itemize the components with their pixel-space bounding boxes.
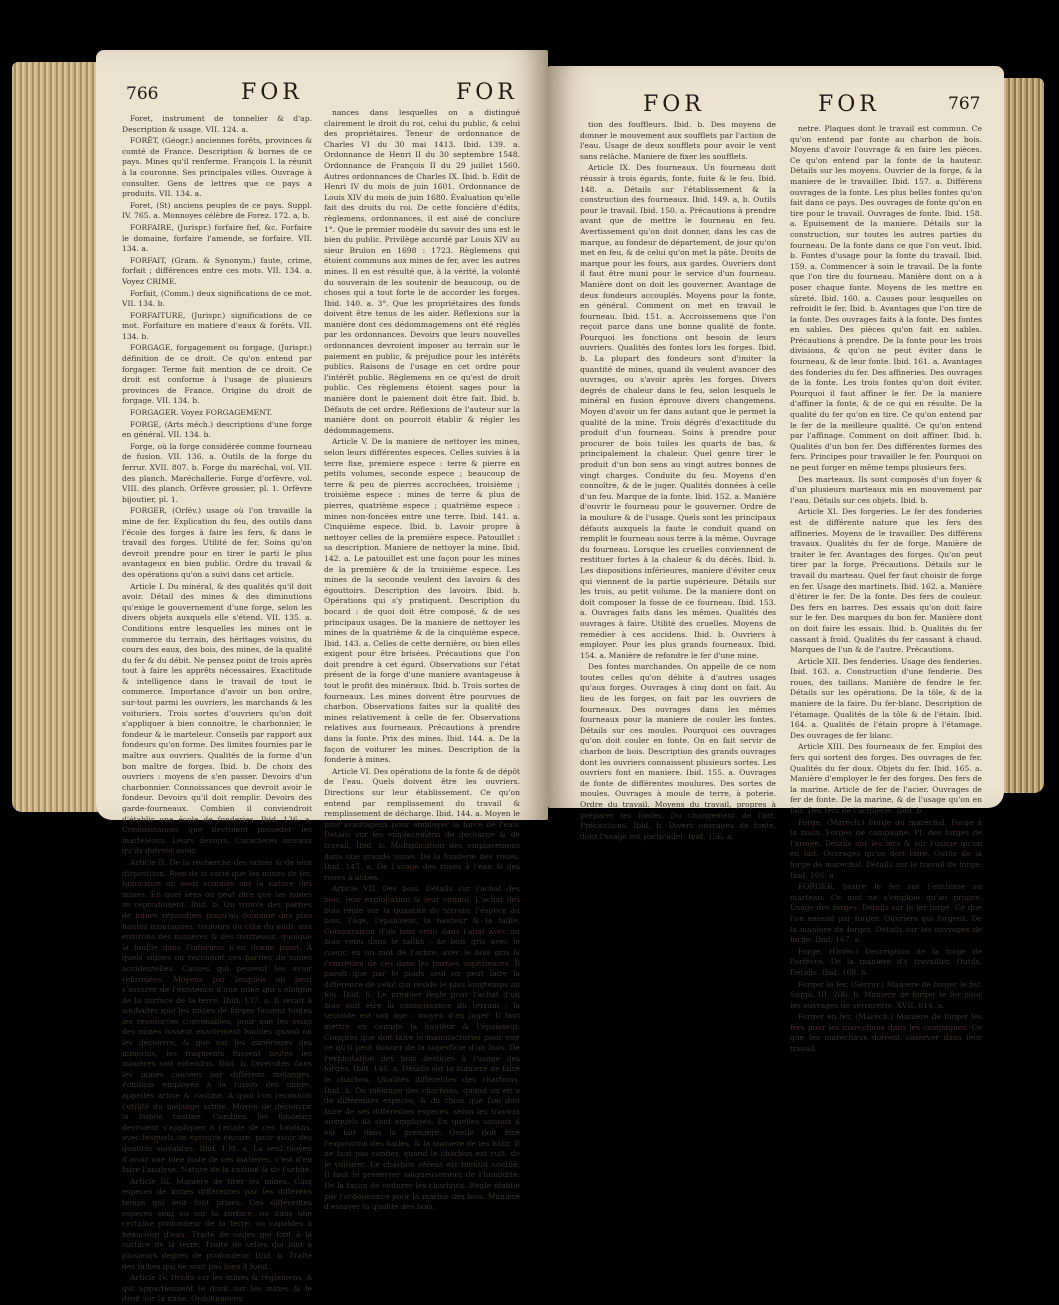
right-running-head-2: FOR [818,92,880,117]
index-entry: Article XIII. Des fourneaux de fer. Emploi des fers qui sortent des forges. Des ouvrages de fer. Qualités du fer doux. Objets du fer. Ibid. 165. a. Manière d'employer le fer des forges. Des fers de la marine. Article de fer de l'acier. Ouvrages de fer de fonte. De la marine, & de l'usage qu'on en fait. Des fers de l'artillerie. Ibid. b. [790,742,982,815]
right-column-1 [580,120,776,841]
index-entry: FORFAITURE, (Jurispr.) significations de ce mot. Forfaiture en matiere d'eaux & forêts. VII. 134. b. [122,310,312,341]
left-page-edges [12,62,102,812]
right-page [548,66,1004,1054]
index-entry: Forger en fer, (Maréch.) Manière de forger les fers pour les maréchaux dans les campagnes. Ce que les maréchaux doivent observer dans leur travail. [790,1012,982,1054]
index-entry: netre. Plaques dont le travail est commun. Ce qu'on entend par fonte au charbon de bois. Moyens d'avoir l'ouvrage & en faire les pièces. Ce qu'on entend par la fonte de la hauteur. Détails sur les moyens. Ouvrier de la forge, & la maniere de le travailler. Ibid. 157. a. Différens ouvrages de la fonte. Les plus belles fontes qu'on fait dans ce pays. Des ouvrages de fonte qu'on en tire pour le travail. Ouvrages de fonte. Ibid. 158. a. Epuisement de la maniere. Détails sur la construction, sur toutes les autres parties du fourneau. De la fonte dans ce que l'on veut. Ibid. b. Fontes d'usage pour la fonte du travail. Ibid. 159. a. Commencer à soin le travail. De la fonte que l'on tire du fourneau. Manière dont on a à poser chaque fonte. Moyens de les mettre en sûreté. Ibid. 160. a. Causes pour lesquelles on refroidit le fer. Ibid. b. Avantages que l'on tire de la fonte. Des ouvrages faits à la fonte. Des fontes en sables. Des pièces qu'on fait en sables. Précautions à prendre. De la fonte pour les trois divisions, & qu'on ne peut éviter dans le fourneau, & de leur fonte. Ibid. 161. a. Avantages des fonderies du fer. Des affineries. Des ouvrages de la fonte. Les trois fontes qu'on doit éviter. Pourquoi il faut affiner le fer. De la maniere d'affiner la fonte, & de ce qui en résulte. De la qualité du fer qu'on en tire. Ce qu'on entend par le fer de la meilleure qualité. Ce qu'on entend par l'affinage. Comment on doit affiner. Ibid. b. Qualités d'un bon fer. Des différentes formes des fers. Principes pour travailler le fer. Pourquoi on ne peut forger en même temps plusieurs fers. [790,124,982,472]
right-running-head-1: FOR [643,92,705,117]
left-page-number: 766 [126,84,159,104]
index-entry: Article VII. Des bois. Détails sur l'achat des bois, leur exploitation & leur emploi. L'achat des bois réglé sur la quantité du terrain, l'espece du bois, l'âge, l'épaisseur, la hauteur & la taille. Comparaison d'un bois venu dans l'abat avec un bois venu dans le taillis ; de bois gris avec le coeur, en un mot de l'arbre, avec le bois gris & l'entretien de ces dans les parties supérieures. Il paroît que par le poids seul on peut faire la différence de celui qui réside le plus longtemps au fou. Ibid. b. Le premier règle pour l'achat d'un bois doit être la connoissance du terrain ; la seconde est son âge : moyen d'en juger. Il faut mettre en compte la hauteur & l'épaisseur. Comptes que doit faire le manufacturier pour voir ce qu'il peut donner de la superficie d'un bois. De l'exploitation des bois destinés à l'usage des forges. Ibid. 146. a. Détails sur la maniere de faire le charbon. Qualités différentes des charbons. Ibid. b. Du mélange des charbons, quand on en a de différentes especes, & du choix que l'on doit faire de ses différentes especes, selon les travaux auxquels ils sont employés. En quelles saisons il est fait dans la première. Quelle doit être l'exposition des halles, & la maniere de les bâtir. Il ne faut pas confier, quand le charbon est cuit, de le voiturer. Le charbon récent est bientôt soufflé. Il faut le préserver soigneusement de l'humidité. De la façon de voiturer les charbons. Règle établie par l'ordonnance pour la marine des bois. Maniere d'essayer la qualité des bois. [324,884,520,1212]
index-entry: Article III. Maniere de tirer les mines. Cinq especes de mines différentes par les différens temps qui leur font prises. Ces différentes especes sont ou sur la surface, ou dans une certaine profondeur de la terre, ou capables à beaucoup d'eau. Traité de celles qui font à la surface de la terre. Traité de celles qui font à plusieurs degrés de profondeur. Ibid. b. Traité des mines qui ne sont pas bien à fond. [122,1176,312,1271]
index-entry: Article VI. Des opérations de la fonte & de dépôt de l'eau. Quels doivent être les ouvriers. Directions sur leur établissement. Ce qu'on entend par remplissement du travail & remplissement de décharge. Ibid. 144. a. Moyen le plus avantageux pour employer la force de l'eau. Détails sur les emplacemens de décharge & de travail. Ibid. b. Multiplication des emplacemens dans une grande usine. De la fonderie des roues. Ibid. 145. a. De l'usage des roues à l'eau & des roues à aubes. [324,766,521,882]
index-entry: Article IV. Droits sur les mines & règlemens. A qui appartiennent le droit sur les mines & le droit sur la mine. Ordonnances [122,1273,312,1304]
left-running-head-1: FOR [241,80,303,105]
index-entry: Article XII. Des fenderies. Usage des fenderies. Ibid. 163. a. Construction d'une fenderie. Des roues, des taillans. Manière de fendre le fer. Détails sur les opérations. De la tôle, & de la maniere de la faire. Du fer-blanc. Description de l'étamage. Qualités de la tôle & de l'étain. Ibid. 164. a. Qualités de l'étain propre à l'étamage. Des ouvrages de fer blanc. [790,656,982,740]
index-entry: Foret, instrument de tonnelier & d'ap. Description & usage. VII. 124. a. [122,114,312,134]
index-entry: Article I. Du minéral, & des qualités qu'il doit avoir. Détail des mines & des diminutions qu'exige le gouvernement d'une forge, selon les divers objets auxquels elle s'étend. VII. 135. a. Conditions entre lesquelles les mines ont le commerce du terrain, des héritages voisins, du cours des eaux, des bois, des mines, de la qualité du fer & du débit. Ne pensez point de trois après tout à faire les apprêts nécessaires. Exactitude & intelligence dans le travail de tout le commerce. Importance d'avoir un bon ordre, sur-tout parmi les ouvriers, les marchands & les voituriers. Trois sortes d'ouvriers qu'on doit s'appliquer à bien connoitre, le charbonnier, le fondeur & le marteleur. Conseils par rapport aux fondeurs qu'on forme. Des limites fournies par le maître aux ouvriers. Qualités de la forme d'un bon maître de forges. Ibid. b. De choix des ouvriers : moyens de s'en passer. Devoirs d'un charbonnier. Connoissances que devroit avoir le fondeur. Devoirs qu'il doit remplir. Devoirs des garde-fourneaux. Combien il conviendroit d'établir une école de fonderies. Ibid. 136. a. Connoissances que devroient posséder les marteleurs. Leurs devoirs. Caracteres moraux qu'ils doivent avoir. [122,581,312,856]
index-entry: Des fontes marchandes. On appelle de ce nom toutes celles qu'on débite à d'autres usages qu'aux forges. Ouvrages à cinq dont on fait. Au lieu de les forges, on fait par les ouvriers de fourneaux. Des ouvrages dans les mêmes fourneaux pour la maniere de couler les fontes. Détails sur ces moules. Pourquoi ces ouvrages qu'on doit couler en fonte. On en fait servir de charbon de bois. Description des grands ouvrages dont les ouvriers connaissent plusieurs sortes. Les ouvriers font en maniere. Ibid. 155. a. Ouvrages de fonte de différentes moulures. Des sortes de moules. Ouvrages à moule de terre, à poterie. Ordre du travail. Moyens du travail, propres à préparer les fontes. Du changement de l'art. Précautions. Ibid. b. Divers ouvrages de fonte, dont l'usage est particulier. Ibid. 156. a. [580,662,776,841]
right-page-edges [1000,78,1044,793]
left-page [96,50,548,1304]
index-entry: FORGE, (Arts méch.) descriptions d'une forge en général. VII. 134. b. [122,419,312,440]
index-entry: FORGER, (Orfév.) usage où l'on travaille la mine de fer. Explication du feu, des outils dans l'école des forges à faire les fers, & dans le travail des forges. Utilité de fer. Soins qu'on devroit prendre pour en tirer le parti le plus avantageux en bien public. Ordre du travail & des opérations qu'on a suivi dans cet article. [122,506,312,579]
index-entry: FORGAGE, forgagement ou forgage, (Jurispr.) définition de ce droit. Ce qu'on entend par forgager. Terme fait mention de ce droit. Ce droit est conforme à l'usage de plusieurs provinces de France. Origine du droit de forgage. VII. 134. b. [122,343,312,406]
left-column-2 [324,108,521,1212]
index-entry: FORÊT, (Géogr.) anciennes forêts, provinces & comté de France. Description & bornes de ce pays. Mines qu'il renferme. François I. la réunit à la couronne. Ses principales villes. Ouvrage à consulter. Gens de lettres que ce pays a produits. VII. 134. a. [122,136,312,199]
index-entry: Forge, (Maréch.) Forge du maréchal. Forge à la main. Forges de campagne. Pl. des forges de l'armée. Détails sur les fers & sur l'usage qu'on en fait. Ouvrages qu'on doit faire. Outils de la forge de maréchal. Détails sur le travail de forge. Ibid. 166. a. [790,817,982,880]
right-page-number: 767 [948,94,981,114]
index-entry: Des marteaux. Ils sont composés d'un foyer & d'un plusieurs marteaux mis en mouvement par l'eau. Détails sur ces objets. Ibid. b. [790,474,982,505]
index-entry: tion des fouffleurs. Ibid. b. Des moyens de donner le mouvement aux soufflets par l'action de l'eau. Usage de deux soufflets pour avoir le vent sans relâche. Maniere de fixer les soufflets. [580,120,776,161]
index-entry: nances dans lesquelles on a distingué clairement le droit du roi, celui du public, & celui des propriétaires. Teneur de ordonnance de Charles VI du 30 mai 1413. Ibid. 139. a. Ordonnance de Henri II du 30 septembre 1548. Ordonnance de François II du 29 juillet 1560. Autres ordonnances de Charles IX. Ibid. b. Edit de Henri IV du mois de juin 1601. Ordonnance de Louis XIV du mois de juin 1680. Évaluation qu'elle fait des droits du roi. De cette foncière d'édits, règlemens, ordonnances, il est aisé de conclure 1°. Que le premier modèle du savoir des uns est le bien du public. Privilège accordé par Louis XIV au sieur Brulon en 1698 : 1723. Règlemens qui étoient communs aux mines de fer, avec les autres mines. Il en est résulté que, à la vérité, la volonté du souverain de les soutenir de beaucoup, ou de choses qui a tout forte le de accorder les forges. Ibid. 140. a. 3°. Que les propriétaires des fonds doivent être tenus de les aider. Réflexions sur la manière dont ces dédommagemens ont été réglés par les ordonnances. Devoirs que leurs nouvelles ordonnances devroient imposer au terrain sur le paiement en public, & préjudice pour les intérêts publics. Raisons de l'usage en cet ordre pour l'intérêt public. Règlemens en ce qu'est de droit public. Ces règlemens étoient sages pour la manière dont le paiement doit être fait. Ibid. b. Défauts de cet ordre. Réflexions de l'auteur sur la manière dont on pourroit établir & régler les dédommagemens. [324,108,520,435]
index-entry: Forge, (Orfév.) Description de la forge de l'orfèvre. De la maniere d'y travailler. Outils. Détails. Ibid. 168. b. [790,946,982,977]
left-column-1 [122,114,312,1304]
index-entry: Article XI. Des forgeries. Le fer des fonderies est de différente nature que les fers des affineries. Moyens de le travailler. Des différens travaux. Qualités du fer de forge. Manière de traiter le fer. Avantages des forges. Qu'on peut tirer par la forge. Précautions. Détails sur le travail du marteau. Quel fer faut choisir de forge en fer. Usage des martinets. Ibid. 162. a. Manière d'étirer le fer. De la fonte. Des fers de couleur. Des fers en barres. Des essais qu'on doit faire sur le fer. Des marques du bon fer. Manière dont on doit faire les essais. Ibid. b. Qualités du fer cassant à froid. Qualités du fer cassant à chaud. Marques de l'un & de l'autre. Précautions. [790,507,982,655]
left-running-head-2: FOR [456,80,518,105]
index-entry: Forge, où la forge considérée comme fourneau de fusion. VII. 136. a. Outils de la forge du ferrur. XVII. 807. b. Forge du maréchal, vol. VII. des planch. Maréchallerie. Forge d'orfèvre, vol. VIII. des planch. Orfèvre grossier, pl. 1. Orfèvre bijoutier, pl. 1. [122,441,312,504]
index-entry: FORFAIRE, (Jurispr.) forfaire fief, &c. Forfaire le domaine, forfaire l'amende, se forfaire. VII. 134. a. [122,222,312,254]
index-entry: Foret, (St) anciens peuples de ce pays. Suppl. IV. 765. a. Monnoyes célèbre de Forez. 172. a, b. [122,200,312,221]
index-entry: Forfait, (Comm.) deux significations de ce mot. VII. 134. b. [122,288,312,309]
index-entry: FORGER, battre le fer sur l'enclume au marteau. Ce mot ne s'emploie qu'au propre. Usage des forges. Détails sur le fer forgé. Ce que l'on entend par forger. Ouvriers qui forgent. De la maniere de forger. Détails sur les ouvrages de forge. Ibid. 167. a. [790,882,982,945]
index-entry: FORFAIT, (Gram. & Synonym.) faute, crime, forfait ; différences entre ces mots. VII. 134. a. Voyez CRIME. [122,255,312,286]
index-entry: FORGAGER. Voyez FORGAGEMENT. [130,408,273,418]
index-entry: Forger le fer, (Serrur.) Manière de forger le fer. Suppl. III. 206. b. Maniere de forger le fer pour les ouvrages de serrurerie. XVII. 814. a. [790,979,982,1010]
index-entry: Article II. De la recherche des mines & de leur disposition. Rien de si varié que les mines de fer. Ignorance où nous sommes sur la nature des mines. En quel sens on peut dire que les mines se reproduisent. Ibid. b. On trouve des parties de mines répandues jusqu'au domaine des plus hautes montagnes, toujours du côté du midi, aux environs des minières & des fourneaux, quoique la fouille dans l'intérieur n'en donne point. A quels signes on reconnoit ces parties de mines accidentelles. Causes qui peuvent les avoir reformées. Moyens par lesquels on peut s'assurer de l'existence d'une mine qui s'éloigne de la surface de la terre. Ibid. 137. a. Il serait à souhaiter que les mines de forges fussent toutes les ressources convenables, pour que les soins des mines fussent exactement fouillés quand on les découvre, & que sur les minérieres des minerais, les fragments fussent toutes les minières soit entendus. Ibid. b. Diversités dans les mines causées par différens mélanges. Fondans employés à la fusion des mines, appellés arbüe & castine. A quoi l'on reconnoit l'utilité du mélange arbüe. Moyen de découvrir la bonne castine. Combien les fondeurs devroient s'appliquer à l'étude de ces fondans, avec lesquels on éprouve encore, pour avoir des qualités suivantes. Ibid. 138. a. La seul moyen d'avoir une idée juste de ces matieres, c'est d'en faire l'analyse. Nature de la castine & de l'arbüe. [122,857,312,1175]
right-column-2 [790,124,982,1054]
index-entry: Article V. De la maniere de nettoyer les mines, selon leurs différentes especes. Celles suivies à la terre fixe, premiere espece : terre & pierre en petits volumes, seconde espece ; beaucoup de terre & peu de pierres accrochées, troisième ; troisième espece : mines de terre & plus de pierres, quatrième espece ; quatrième espece : mines non-foncées entre une terre. Ibid. 141. a. Cinquième espece. Ibid. b. Lavoir propre à nettoyer celles de la première espece. Patouillet : sa description. Maniere de nettoyer la mine. Ibid. 142. a. Le patouillet est une façon pour les mines de la première & de la troisième espece. Les mines de la seconde veulent des lavoirs & des égouttoirs. Description des lavoirs. Ibid. b. Opérations qui s'y pratiquent. Description du bocard : de quoi doit être composé, & de ses principaux usages. De la maniere de nettoyer les mines de la quatrième & de la cinquième espece. Ibid. 143. a. Celles de cette dernière, ou bien elles exigent pour être brisées. Précautions que l'on doit prendre à cet égard. Observations sur l'état présent de la forge d'une maniere avantageuse à tout le profit des minéraux. Ibid. b. Trois sortes de fourneaux. Les mines doivent être pourvues de charbon. Observations faites sur la qualité des mines relativement à celle de fer. Observations relatives aux fourneaux. Précautions à prendre dans la fonte. Prix des mines. Ibid. 144. a. De la façon de voiturer les mines. Description de la fonderie à mines. [324,437,520,765]
index-entry: Article IX. Des fourneaux. Un fourneau doit réussir à trois égards, fonte, fuite & le feu. Ibid. 148. a. Détails sur l'établissement & la construction des fourneaux. Ibid. 149. a, b. Outils pour le travail. Ibid. 150. a. Précautions à prendre avant que de mettre le fourneau en feu. Avertissement qu'on doit donner, dans les cas de marque, au fondeur de département, de jour qu'on met en feu, & de celui qu'on met la pâte. Droits de marque pour les fours, aux gardes. Ouvriers dont il faut être muni pour le service d'un fourneau. Manière dont on doit les gouverner. Avantage de deux fondeurs accouplés. Moyens pour la fonte, en général. Comment on met en travail le fourneau. Ibid. 151. a. Accroissemens que l'on reçoit parce dans une bonne qualité de fonte. Pourquoi les fonctions ont besoin de leurs ouvriers. Qualités des fontes lors les forges. Ibid. b. La plupart des fondeurs sont d'imiter la quantité de mines, quand ils veulent avancer des ouvrages, ou s'avoir après les forges. Divers degrés de chaleur dans le feu, selon lesquels le minéral en fusion éprouve divers changemens. Moyen d'avoir un fer dans autant que le permet la qualité de la mine. Trois dégrés d'exactitude du produit d'un fourneau. Soins à prendre pour procurer de bois tuiles les quarts de bas, & principalement la chaleur. Quel genre tirer le produit d'un bon sens au vingt autres bonnes de vingt charges. Conduite du feu. Moyens d'en connoître, & de le juger. Qualités données à celle d'un feu. Marque de la fonte. Ibid. 152. a. Manière d'ouvrir le fourneau pour le gouverner. Ordre de la moulure & de l'usage. Quels sont les principaux défauts auxquels la faute le conduit quand on remplit le fourneau sous terre à la même. Ouvrage du fourneau. Lorsque les cruelles conviennent de restituer fortes à la chaleur & du décès. Ibid. b. Les dispositions inférieures, maniere d'éviter ceux qui viennent de la partie supérieure. Détails sur les trois, au petit volume. De la maniere dont on doit composer la fosse de ce fourneau. Ibid. 153. a. Ouvrages faits dans les mêmes. Qualités des ouvrages à faire. Utilité des cruelles. Moyens de remédier à ces accidens. Ibid. b. Ouvriers à employer. Pour les plus grands fourneaux. Ibid. 154. a. Manière de refondre le fer d'une mine. [580,163,776,660]
